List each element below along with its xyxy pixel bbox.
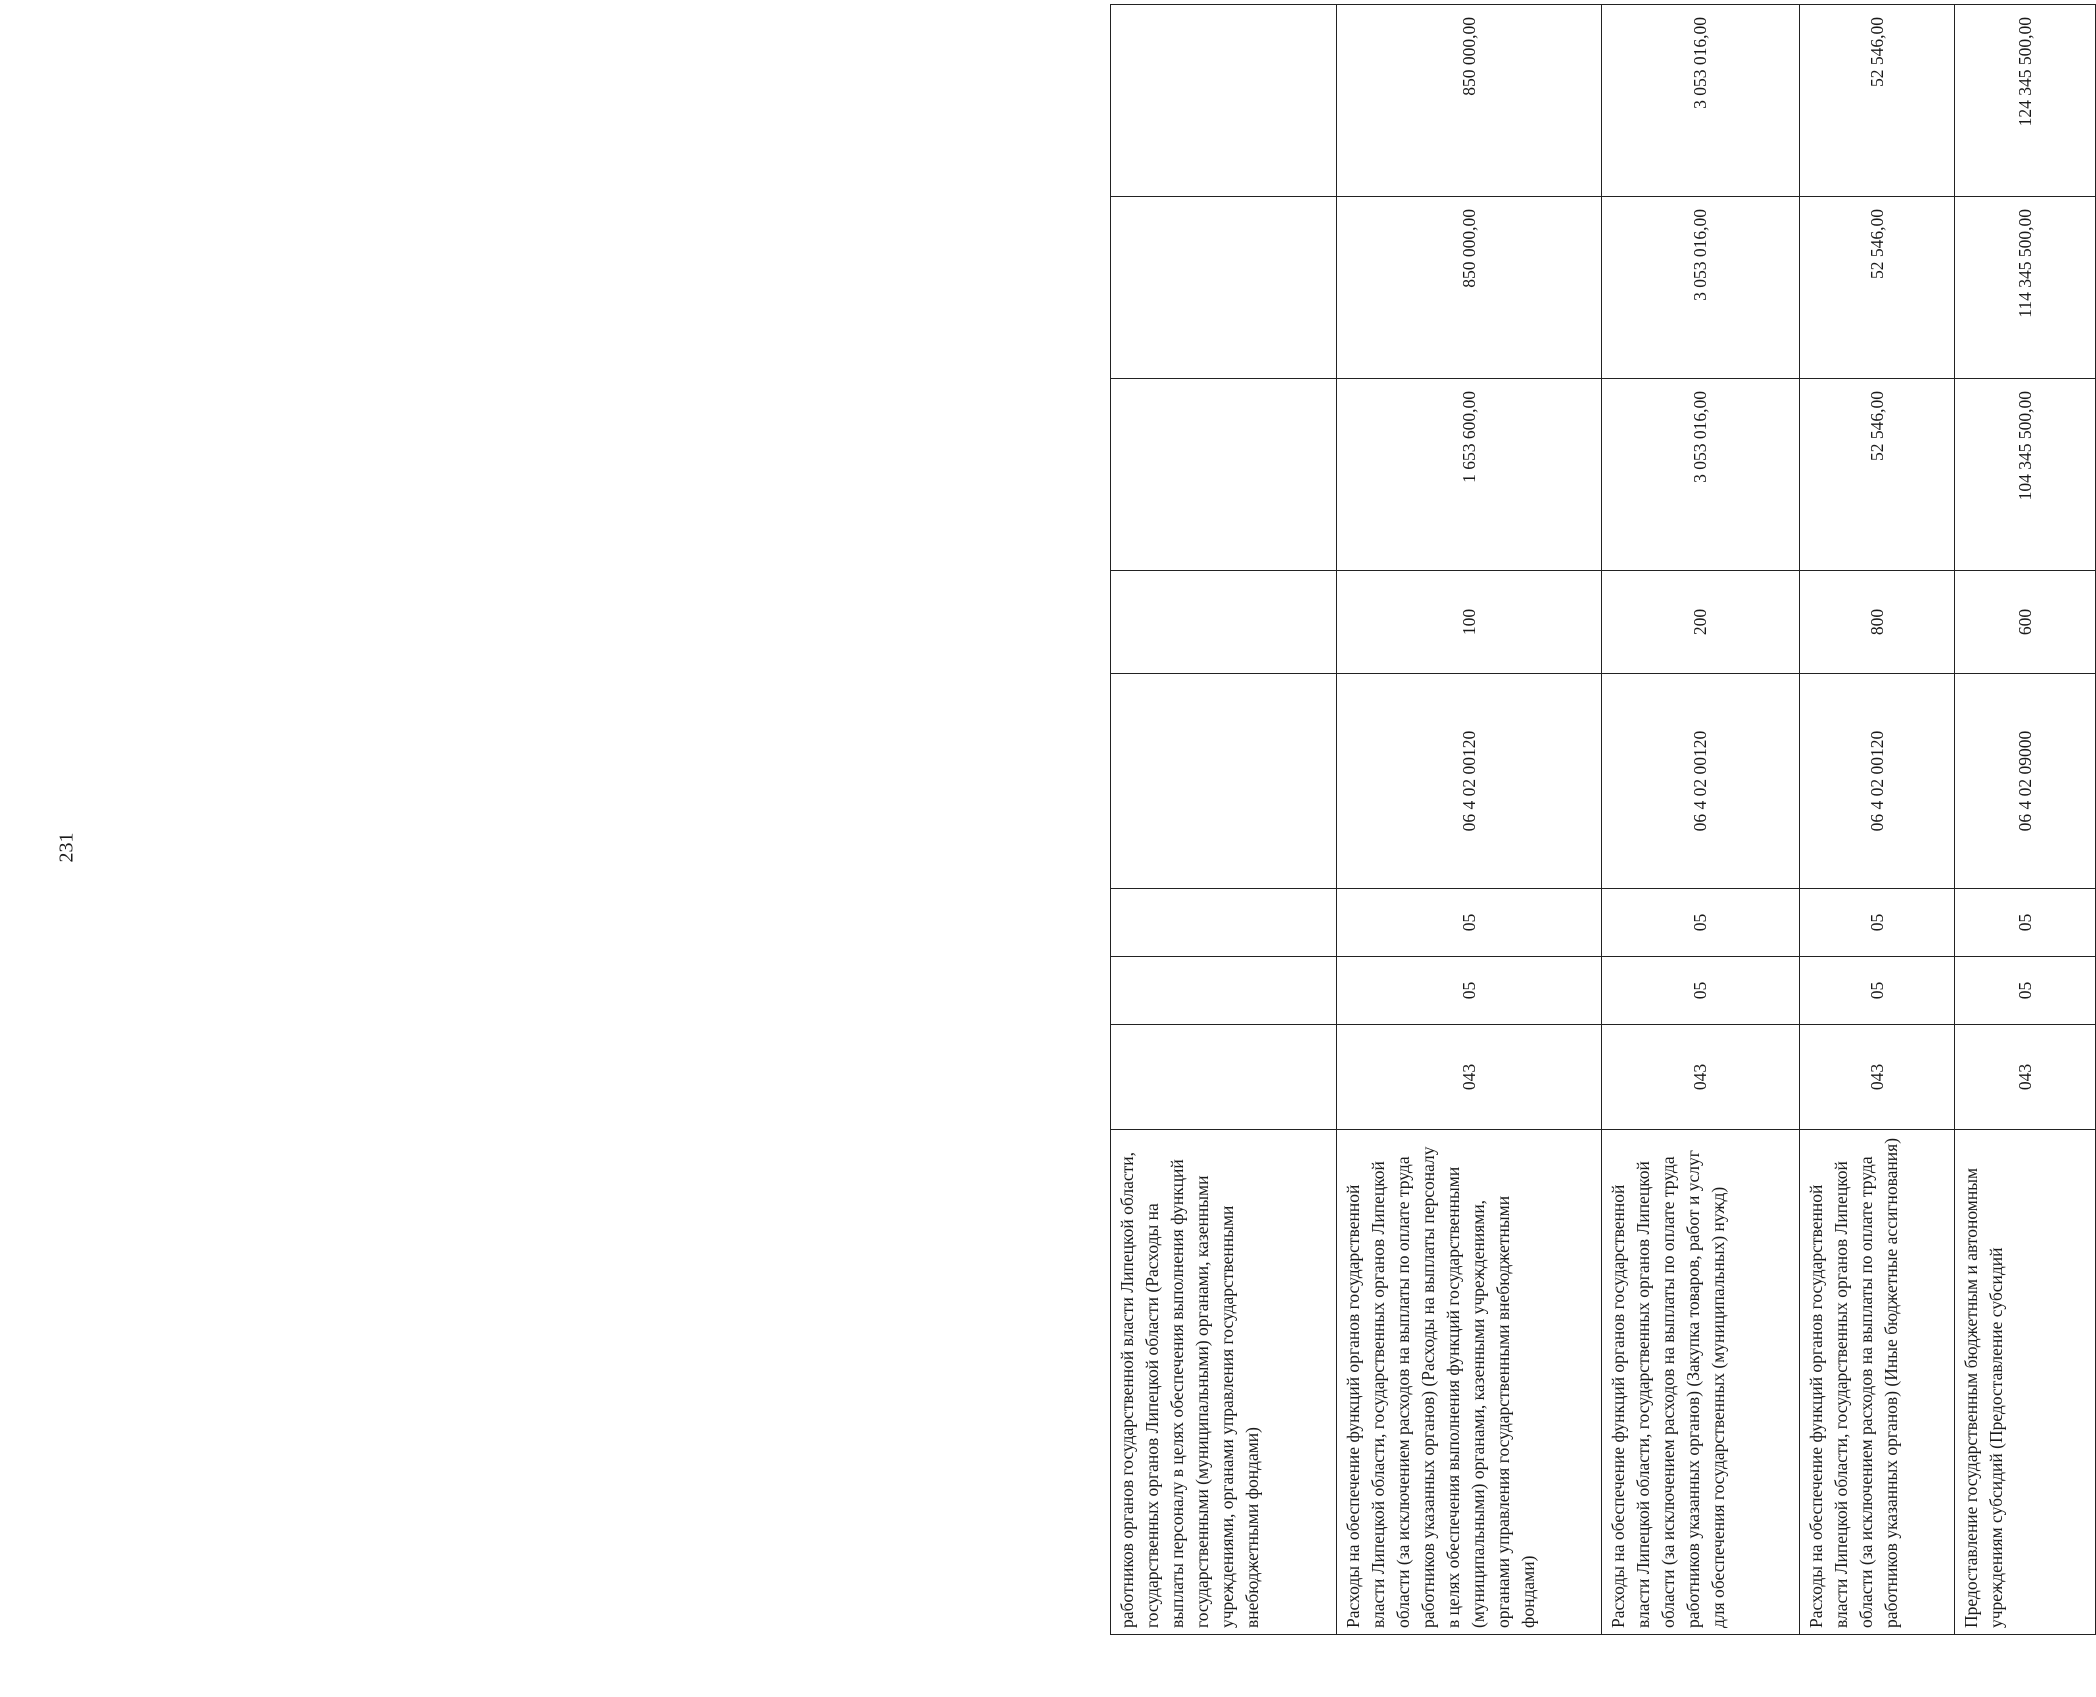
cell-amount-1: 1 653 600,00 xyxy=(1337,379,1602,571)
table-row xyxy=(1800,5,1955,1635)
cell-subsection: 05 xyxy=(1602,889,1800,957)
cell-amount-3: 52 546,00 xyxy=(1800,5,1955,197)
cell-description: Расходы на обеспечение функций органов государственной власти Липецкой области, государственных органов Липецкой области (за исключением расходов на выплаты по оплате труда работников указанных органов) (Иные бюджетные ассигнования) xyxy=(1800,1130,1955,1635)
cell-section xyxy=(1111,957,1337,1025)
table-row xyxy=(1111,5,1337,1635)
cell-amount-2: 52 546,00 xyxy=(1800,197,1955,379)
cell-subsection: 05 xyxy=(1800,889,1955,957)
table-row xyxy=(1602,5,1800,1635)
cell-expense-type: 800 xyxy=(1800,571,1955,674)
cell-expense-type xyxy=(1111,571,1337,674)
cell-description: Расходы на обеспечение функций органов государственной власти Липецкой области, государственных органов Липецкой области (за исключением расходов на выплаты по оплате труда работников указанных органов) (Закупка товаров, работ и услуг для обеспечения государственных (муниципальных) нужд) xyxy=(1602,1130,1800,1635)
cell-target-article: 06 4 02 00120 xyxy=(1602,674,1800,889)
cell-amount-2 xyxy=(1111,197,1337,379)
table-row xyxy=(1337,5,1602,1635)
cell-description: Расходы на обеспечение функций органов государственной власти Липецкой области, государственных органов Липецкой области (за исключением расходов на выплаты по оплате труда работников указанных органов) (Расходы на выплаты персоналу в целях обеспечения выполнения функций государственными (муниципальными) органами, казенными учреждениями, органами управления государственными внебюджетными фондами) xyxy=(1337,1130,1602,1635)
cell-section: 05 xyxy=(1800,957,1955,1025)
budget-table xyxy=(1110,4,2096,1635)
page-number: 231 xyxy=(55,832,78,863)
cell-amount-3: 124 345 500,00 xyxy=(1955,5,2096,197)
cell-target-article: 06 4 02 09000 xyxy=(1955,674,2096,889)
cell-amount-1: 104 345 500,00 xyxy=(1955,379,2096,571)
cell-subsection xyxy=(1111,889,1337,957)
cell-description: Предоставление государственным бюджетным и автономным учреждениям субсидий (Предоставление субсидий xyxy=(1955,1130,2096,1635)
cell-target-article: 06 4 02 00120 xyxy=(1337,674,1602,889)
cell-ministry-code: 043 xyxy=(1800,1025,1955,1130)
cell-section: 05 xyxy=(1337,957,1602,1025)
cell-section: 05 xyxy=(1602,957,1800,1025)
cell-amount-1: 52 546,00 xyxy=(1800,379,1955,571)
cell-description: работников органов государственной власти Липецкой области, государственных органов Липецкой области (Расходы на выплаты персоналу в целях обеспечения выполнения функций государственными (муниципальными) органами, казенными учреждениями, органами управления государственными внебюджетными фондами) xyxy=(1111,1130,1337,1635)
cell-subsection: 05 xyxy=(1955,889,2096,957)
cell-amount-3: 3 053 016,00 xyxy=(1602,5,1800,197)
cell-subsection: 05 xyxy=(1337,889,1602,957)
cell-amount-1: 3 053 016,00 xyxy=(1602,379,1800,571)
cell-amount-1 xyxy=(1111,379,1337,571)
cell-ministry-code: 043 xyxy=(1337,1025,1602,1130)
cell-ministry-code xyxy=(1111,1025,1337,1130)
cell-target-article: 06 4 02 00120 xyxy=(1800,674,1955,889)
cell-expense-type: 600 xyxy=(1955,571,2096,674)
cell-amount-2: 3 053 016,00 xyxy=(1602,197,1800,379)
cell-amount-3: 850 000,00 xyxy=(1337,5,1602,197)
cell-amount-2: 114 345 500,00 xyxy=(1955,197,2096,379)
cell-expense-type: 100 xyxy=(1337,571,1602,674)
cell-section: 05 xyxy=(1955,957,2096,1025)
cell-target-article xyxy=(1111,674,1337,889)
cell-ministry-code: 043 xyxy=(1955,1025,2096,1130)
rotated-table-container xyxy=(1110,5,2095,1635)
cell-amount-3 xyxy=(1111,5,1337,197)
table-row xyxy=(1955,5,2096,1635)
cell-expense-type: 200 xyxy=(1602,571,1800,674)
cell-ministry-code: 043 xyxy=(1602,1025,1800,1130)
cell-amount-2: 850 000,00 xyxy=(1337,197,1602,379)
